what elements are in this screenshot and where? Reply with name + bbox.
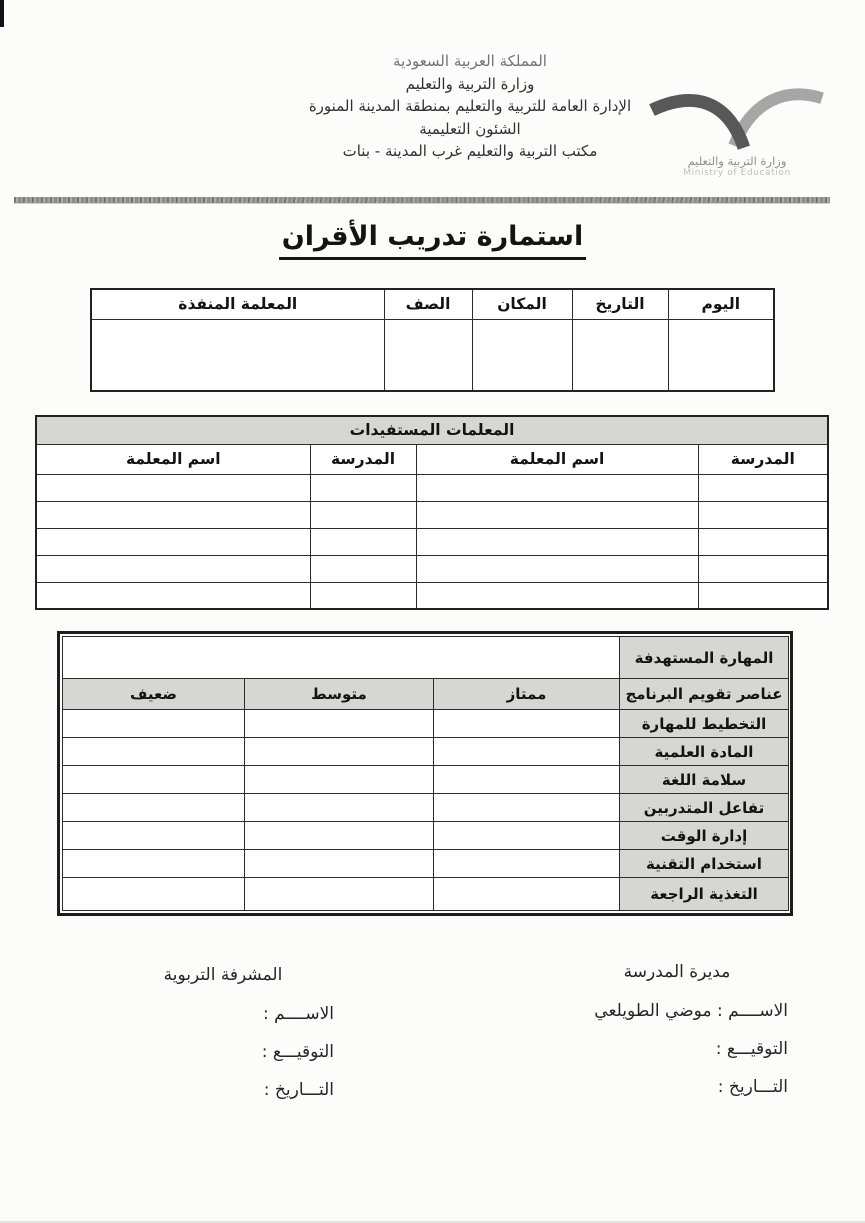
beneficiaries-table: [35, 415, 829, 610]
rating-cell: [434, 794, 620, 822]
rating-cell: [245, 766, 434, 794]
school-cell: [310, 474, 416, 501]
target-skill-row: [63, 637, 789, 679]
rating-cell: [63, 738, 245, 766]
evaluation-elements-header: عناصر تقويم البرنامج: [620, 679, 789, 710]
principal-name-label: الاســــم :: [716, 1001, 788, 1021]
principal-name-row: [566, 999, 788, 1024]
target-skill-label: المهارة المستهدفة: [620, 637, 789, 679]
day-header: اليوم: [668, 289, 774, 319]
beneficiaries-title-row: [36, 416, 828, 444]
teacher-name-cell: [36, 528, 310, 555]
beneficiaries-empty-row: [36, 528, 828, 555]
school-cell: [310, 501, 416, 528]
date-cell: [572, 319, 668, 391]
session-empty-row: [91, 319, 774, 391]
rating-cell: [63, 850, 245, 878]
ministry-header: [250, 50, 690, 163]
beneficiaries-empty-row: [36, 501, 828, 528]
logo-arabic-text: وزارة التربية والتعليم: [687, 154, 787, 168]
class-header: الصف: [384, 289, 472, 319]
ministry-logo: [648, 86, 826, 186]
day-cell: [668, 319, 774, 391]
teacher-name-header-1: اسم المعلمة: [416, 444, 698, 474]
session-header-row: [91, 289, 774, 319]
skill-row: [63, 850, 789, 878]
school-cell: [698, 555, 828, 582]
header-line-office: مكتب التربية والتعليم غرب المدينة - بنات: [342, 142, 598, 160]
school-cell: [310, 582, 416, 609]
rating-excellent-header: ممتاز: [434, 679, 620, 710]
teacher-name-cell: [416, 555, 698, 582]
supervisor-date-row: التـــاريخ :: [263, 1080, 334, 1100]
school-cell: [310, 555, 416, 582]
supervisor-signature-block: [112, 965, 334, 1116]
skill-row: [63, 738, 789, 766]
header-line-ministry: وزارة التربية والتعليم: [405, 74, 535, 93]
teacher-name-cell: [36, 582, 310, 609]
school-header-2: المدرسة: [310, 444, 416, 474]
scan-artifact-top-left: [0, 0, 4, 27]
skill-label: التخطيط للمهارة: [620, 710, 789, 738]
rating-cell: [245, 878, 434, 911]
rating-cell: [245, 850, 434, 878]
header-line-directorate: الإدارة العامة للتربية والتعليم بمنطقة المدينة المنورة: [308, 97, 632, 115]
beneficiaries-empty-row: [36, 474, 828, 501]
school-cell: [698, 474, 828, 501]
form-title-text: استمارة تدريب الأقران: [279, 221, 586, 260]
rating-cell: [245, 710, 434, 738]
school-cell: [310, 528, 416, 555]
principal-name-value: موضي الطويلعي: [594, 1001, 712, 1021]
place-cell: [472, 319, 572, 391]
header-line-country: المملكة العربية السعودية: [393, 52, 547, 70]
evaluation-table: [62, 636, 789, 911]
teacher-name-cell: [36, 555, 310, 582]
teacher-name-cell: [416, 501, 698, 528]
school-cell: [698, 528, 828, 555]
rating-cell: [434, 878, 620, 911]
rating-cell: [63, 794, 245, 822]
teacher-name-cell: [36, 501, 310, 528]
rating-cell: [245, 794, 434, 822]
rating-cell: [434, 710, 620, 738]
skill-row: [63, 710, 789, 738]
rating-average-header: متوسط: [245, 679, 434, 710]
principal-signature-block: [566, 962, 788, 1113]
evaluation-table-frame: [57, 631, 793, 916]
rating-cell: [63, 710, 245, 738]
teacher-name-cell: [416, 474, 698, 501]
rating-cell: [63, 766, 245, 794]
divider-band: [14, 197, 830, 204]
teacher-name-header-2: اسم المعلمة: [36, 444, 310, 474]
rating-weak-header: ضعيف: [63, 679, 245, 710]
rating-cell: [434, 738, 620, 766]
implementing-teacher-header: المعلمة المنفذة: [91, 289, 384, 319]
logo-english-text: Ministry of Education: [683, 168, 791, 178]
rating-cell: [434, 766, 620, 794]
target-skill-cell: [63, 637, 620, 679]
beneficiaries-header-row: [36, 444, 828, 474]
principal-signature-row: التوقيـــع :: [715, 1039, 788, 1059]
session-table: [90, 288, 775, 392]
date-header: التاريخ: [572, 289, 668, 319]
rating-cell: [63, 822, 245, 850]
ratings-header-row: [63, 679, 789, 710]
beneficiaries-title: المعلمات المستفيدات: [36, 416, 828, 444]
school-header-1: المدرسة: [698, 444, 828, 474]
skill-row: [63, 878, 789, 911]
skill-label: إدارة الوقت: [620, 822, 789, 850]
skill-label: تفاعل المتدربين: [620, 794, 789, 822]
place-header: المكان: [472, 289, 572, 319]
teacher-name-cell: [36, 474, 310, 501]
supervisor-title: المشرفة التربوية: [163, 965, 283, 985]
skill-label: المادة العلمية: [620, 738, 789, 766]
skill-label: سلامة اللغة: [620, 766, 789, 794]
rating-cell: [434, 850, 620, 878]
skill-label: استخدام التقنية: [620, 850, 789, 878]
rating-cell: [434, 822, 620, 850]
rating-cell: [245, 738, 434, 766]
skill-label: التغذية الراجعة: [620, 878, 789, 911]
header-line-affairs: الشئون التعليمية: [419, 119, 521, 138]
supervisor-signature-row: التوقيـــع :: [261, 1042, 334, 1062]
principal-title: مديرة المدرسة: [623, 962, 731, 982]
rating-cell: [245, 822, 434, 850]
open-book-swoosh-icon: [648, 86, 826, 152]
beneficiaries-empty-row: [36, 555, 828, 582]
class-cell: [384, 319, 472, 391]
skill-row: [63, 766, 789, 794]
skill-row: [63, 794, 789, 822]
teacher-name-cell: [416, 528, 698, 555]
rating-cell: [63, 878, 245, 911]
principal-date-row: التـــاريخ :: [717, 1077, 788, 1097]
implementing-teacher-cell: [91, 319, 384, 391]
supervisor-name-row: الاســــم :: [262, 1004, 334, 1024]
school-cell: [698, 501, 828, 528]
school-cell: [698, 582, 828, 609]
form-title: [0, 221, 865, 260]
teacher-name-cell: [416, 582, 698, 609]
skill-row: [63, 822, 789, 850]
beneficiaries-empty-row: [36, 582, 828, 609]
